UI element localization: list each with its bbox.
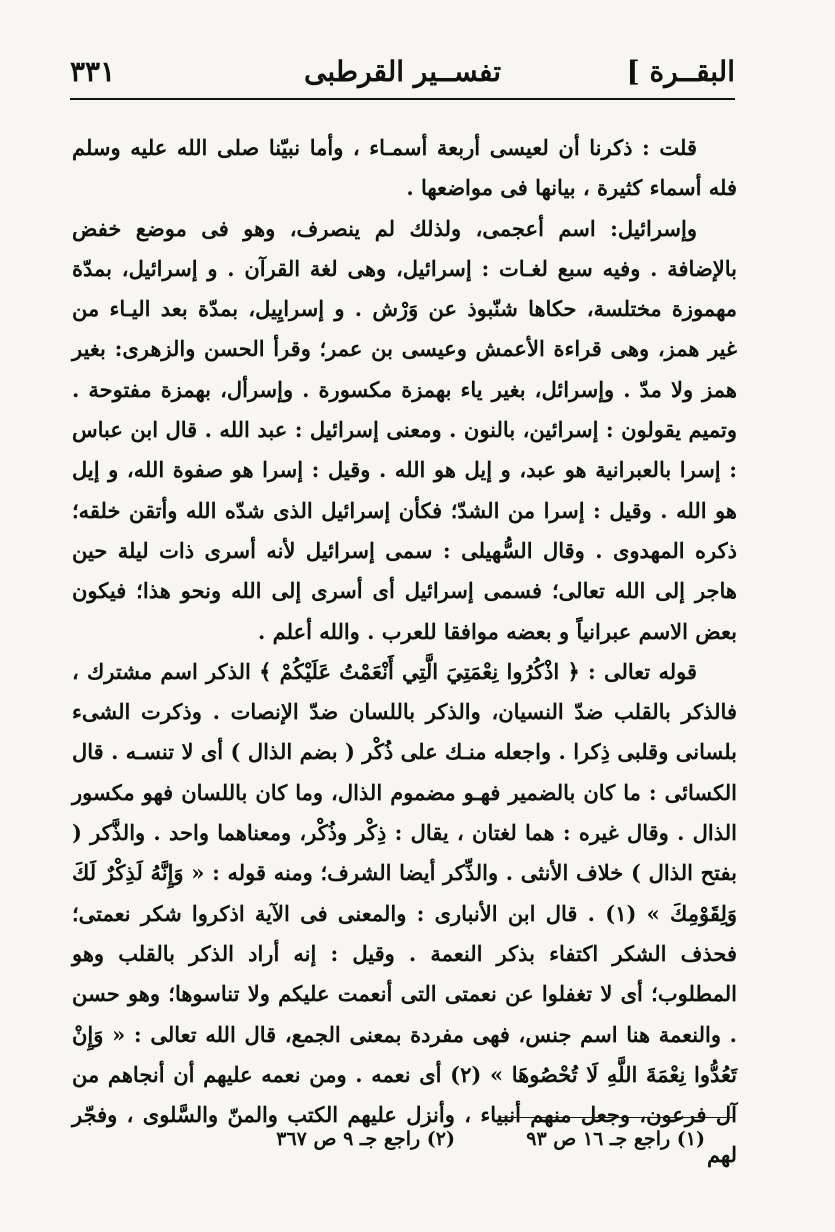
page-header	[70, 55, 735, 95]
book-title: تفســير القرطبى	[304, 55, 501, 88]
paragraph-3: قوله تعالى : ﴿ اذْكُرُوا نِعْمَتِيَ الَّتِي أَنْعَمْتُ عَلَيْكُمْ ﴾ الذكر اسم مشترك ، فالذكر بالقلب ضدّ النسيان، والذكر باللسان ضدّ الإنصات . وذكرت الشىء بلسانى وقلبى ذِكرا . واجعله منـك على ذُكْر ( بضم الذال ) أى لا تنسـه . قال الكسائى : ما كان بالضمير فهـو مضموم الذال، وما كان باللسان فهو مكسور الذال . وقال غيره : هما لغتان ، يقال : ذِكْر وذُكْر، ومعناهما واحد . والذَّكر ( بفتح الذال ) خلاف الأنثى . والذِّكر أيضا الشرف؛ ومنه قوله : « وَإِنَّهُ لَذِكْرٌ لَكَ وَلِقَوْمِكَ » (١) . قال ابن الأنبارى : والمعنى فى الآية اذكروا شكر نعمتى؛ فحذف الشكر اكتفاء بذكر النعمة . وقيل : إنه أراد الذكر بالقلب وهو المطلوب؛ أى لا تغفلوا عن نعمتى التى أنعمت عليكم ولا تناسوها؛ وهو حسن . والنعمة هنا اسم جنس، فهى مفردة بمعنى الجمع، قال الله تعالى : « وَإِنْ تَعُدُّوا نِعْمَةَ اللَّهِ لَا تُحْصُوهَا » (٢) أى نعمه . ومن نعمه عليهم أن أنجاهم من آل فرعون، وجعل منهم أنبياء ، وأنزل عليهم الكتب والمنّ والسَّلوى ، وفجّر لهم	[72, 658, 737, 1168]
footnote-1: (١) راجع جـ ١٦ ص ٩٣	[526, 1128, 705, 1150]
page-number: ٣٣١	[70, 55, 116, 88]
footnote-divider	[500, 1117, 735, 1118]
surah-name: البقــرة ]	[626, 55, 735, 88]
paragraph-1: قلت : ذكرنا أن لعيسى أربعة أسمـاء ، وأما نبيّنا صلى الله عليه وسلم فله أسماء كثيرة ، بيانها فى مواضعها .	[72, 135, 737, 201]
footnote-2: (٢) راجع جـ ٩ ص ٣٦٧	[276, 1128, 455, 1150]
header-divider	[70, 98, 735, 100]
main-text	[72, 128, 737, 1176]
paragraph-2: وإسرائيل: اسم أعجمى، ولذلك لم ينصرف، وهو فى موضع خفض بالإضافة . وفيه سبع لغـات : إسرائيل، وهى لغة القرآن . و إسرائيل، بمدّة مهموزة مختلسة، حكاها شنّبوذ عن وَرْش . و إسرايِيل، بمدّة بعد اليـاء من غير همز، وهى قراءة الأعمش وعيسى بن عمر؛ وقرأ الحسن والزهرى: بغير همز ولا مدّ . وإسرائل، بغير ياء بهمزة مكسورة . وإسرأل، بهمزة مفتوحة . وتميم يقولون : إسرائين، بالنون . ومعنى إسرائيل : عبد الله . قال ابن عباس : إسرا بالعبرانية هو عبد، و إيل هو الله . وقيل : إسرا هو صفوة الله، و إيل هو الله . وقيل : إسرا من الشدّ؛ فكأن إسرائيل الذى شدّه الله وأتقن خلقه؛ ذكره المهدوى . وقال السُّهيلى : سمى إسرائيل لأنه أسرى ذات ليلة حين هاجر إلى الله تعالى؛ فسمى إسرائيل أى أسرى إلى الله ونحو هذا؛ فيكون بعض الاسم عبرانياً و بعضه موافقا للعرب . والله أعلم .	[72, 215, 737, 644]
